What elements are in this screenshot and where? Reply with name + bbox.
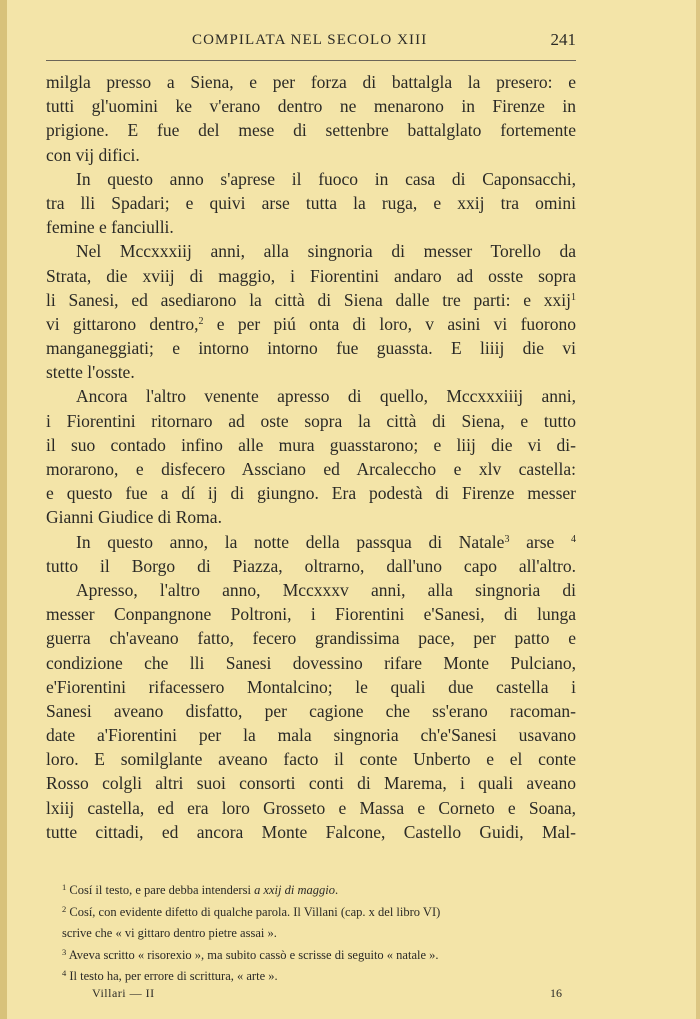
line-text: tutti gl'uomini ke v'erano dentro ne menarono in Firenze in [46, 96, 576, 117]
text-line [46, 409, 576, 433]
text-line [46, 191, 576, 215]
text-line [46, 578, 576, 602]
footnote-number: 1 [62, 882, 67, 892]
line-text: Rosso colgli altri suoi consorti conti di Marema, i quali aveano [46, 773, 576, 794]
page-edge-shadow [0, 0, 7, 1019]
line-text: lxiij castella, ed era loro Grosseto e Massa e Corneto e Soana, [46, 797, 576, 818]
page-number: 241 [550, 30, 576, 49]
text-line [46, 771, 576, 795]
line-text: Sanesi aveano disfatto, per cagione che ss'erano racoman- [46, 700, 576, 721]
line-text: tutte cittadi, ed ancora Monte Falcone, Castello Guidi, Mal- [46, 821, 576, 842]
sheet-number: 16 [550, 986, 562, 1000]
footnote-text: Il testo ha, per errore di scrittura, « arte ». [69, 969, 278, 983]
footnote-text: Aveva scritto « risorexio », ma subito cassò e scrisse di seguito « natale ». [68, 947, 439, 962]
footnote [46, 945, 576, 967]
text-line [46, 94, 576, 118]
line-text-cont: arse [509, 531, 571, 552]
text-line [46, 384, 576, 408]
line-text: li Sanesi, ed asediarono la città di Siena dalle tre parti: e xxij [46, 289, 571, 310]
line-text: vi gittarono dentro, [46, 313, 199, 334]
text-line [46, 602, 576, 626]
line-text: femine e fanciulli. [46, 217, 174, 238]
text-line [46, 457, 576, 481]
line-text: tutto il Borgo di Piazza, oltrarno, dall'uno capo all'altro. [46, 555, 576, 576]
footnote-text-end: . [334, 883, 339, 897]
footnote-text: Cosí, con evidente difetto di qualche parola. Il Villani (cap. x del libro VI) [69, 904, 441, 919]
text-line [46, 796, 576, 820]
text-line [46, 70, 576, 94]
printer-signature: Villari — II [92, 986, 155, 1000]
line-text: In questo anno, la notte della passqua di Natale [76, 531, 505, 552]
line-text: In questo anno s'aprese il fuoco in casa di Caponsacchi, [76, 168, 576, 189]
page-edge-right [696, 0, 700, 1019]
footnote-emphasis: a xxij di maggio [254, 883, 335, 897]
text-line [46, 530, 576, 554]
line-text: date a'Fiorentini per la mala singnoria ch'e'Sanesi usavano [46, 725, 576, 746]
line-text: manganeggiati; e intorno intorno fue guassta. E liiij die vi [46, 338, 576, 359]
line-text: Strata, die xviij di maggio, i Fiorentini andaro ad osste sopra [46, 265, 576, 286]
footnote [46, 902, 576, 924]
header-rule [46, 60, 576, 61]
text-line [46, 723, 576, 747]
line-text: guerra ch'aveano fatto, fecero grandissima pace, per patto e [46, 628, 576, 649]
line-text: con vij difici. [46, 144, 140, 165]
page-header [46, 30, 576, 54]
footnote [46, 966, 576, 988]
text-line [46, 118, 576, 142]
line-text: i Fiorentini ritornaro ad oste sopra la città di Siena, e tutto [46, 410, 576, 431]
line-text: stette l'osste. [46, 362, 135, 383]
footnotes [46, 880, 576, 988]
footnote-marker: 1 [571, 291, 576, 303]
text-line [46, 747, 576, 771]
line-text: e'Fiorentini rifacessero Montalcino; le quali due castella i [46, 676, 576, 697]
line-text: loro. E somilglante aveano facto il conte Unberto e el conte [46, 749, 576, 770]
line-text: Ancora l'altro venente apresso di quello, Mccxxxiiij anni, [76, 386, 576, 407]
text-line [46, 651, 576, 675]
text-line [46, 264, 576, 288]
line-text: messer Conpangnone Poltroni, i Fiorentini e'Sanesi, di lunga [46, 604, 576, 625]
text-line [46, 288, 576, 312]
line-text: tra lli Spadari; e quivi arse tutta la ruga, e xxij tra omini [46, 192, 576, 213]
footnote-text: scrive che « vi gittaro dentro pietre assai ». [62, 926, 277, 940]
line-text: Gianni Giudice di Roma. [46, 507, 222, 528]
line-text: Apresso, l'altro anno, Mccxxxv anni, alla singnoria di [76, 579, 576, 600]
footnote [46, 880, 576, 902]
footnote-marker: 2 [198, 315, 204, 327]
text-line [46, 481, 576, 505]
footnote-marker: 3 [504, 533, 510, 545]
line-text: prigione. E fue del mese di settenbre battalglato fortemente [46, 120, 576, 141]
footnote-number: 2 [62, 903, 67, 914]
main-text [46, 70, 576, 844]
text-line [46, 675, 576, 699]
line-text: morarono, e disfecero Assciano ed Arcalecchо e xlv castella: [46, 459, 576, 479]
footnote-number: 4 [62, 968, 67, 978]
text-line [46, 433, 576, 457]
running-head: COMPILATA NEL SECOLO XIII [192, 32, 428, 48]
footnote-text: Cosí il testo, e pare debba intendersi [69, 883, 255, 897]
text-line [46, 312, 576, 336]
text-line [46, 699, 576, 723]
line-text: il suo contado infino alle mura guasstarono; e liij die vi di- [46, 434, 576, 455]
text-line [46, 505, 576, 529]
footnote-number: 3 [62, 946, 67, 957]
line-text: e questo fue a dí ij di giungno. Era podestà di Firenze messer [46, 483, 576, 504]
line-text: condizione che lli Sanesi dovessino rifare Monte Pulciano, [46, 652, 576, 673]
text-line [46, 239, 576, 263]
footnote [46, 923, 576, 945]
line-text-cont: e per piú onta di loro, v asini vi fuorono [203, 313, 576, 334]
text-line [46, 626, 576, 650]
text-line [46, 820, 576, 844]
text-line [46, 215, 576, 239]
text-line [46, 336, 576, 360]
text-line [46, 360, 576, 384]
text-line [46, 167, 576, 191]
footnote-marker: 4 [570, 533, 576, 545]
line-text: Nel Mccxxxiij anni, alla singnoria di messer Torello da [76, 241, 576, 262]
line-text: milgla presso a Siena, e per forza di battalgla la presero: e [46, 72, 576, 92]
text-line [46, 554, 576, 578]
text-line [46, 143, 576, 167]
